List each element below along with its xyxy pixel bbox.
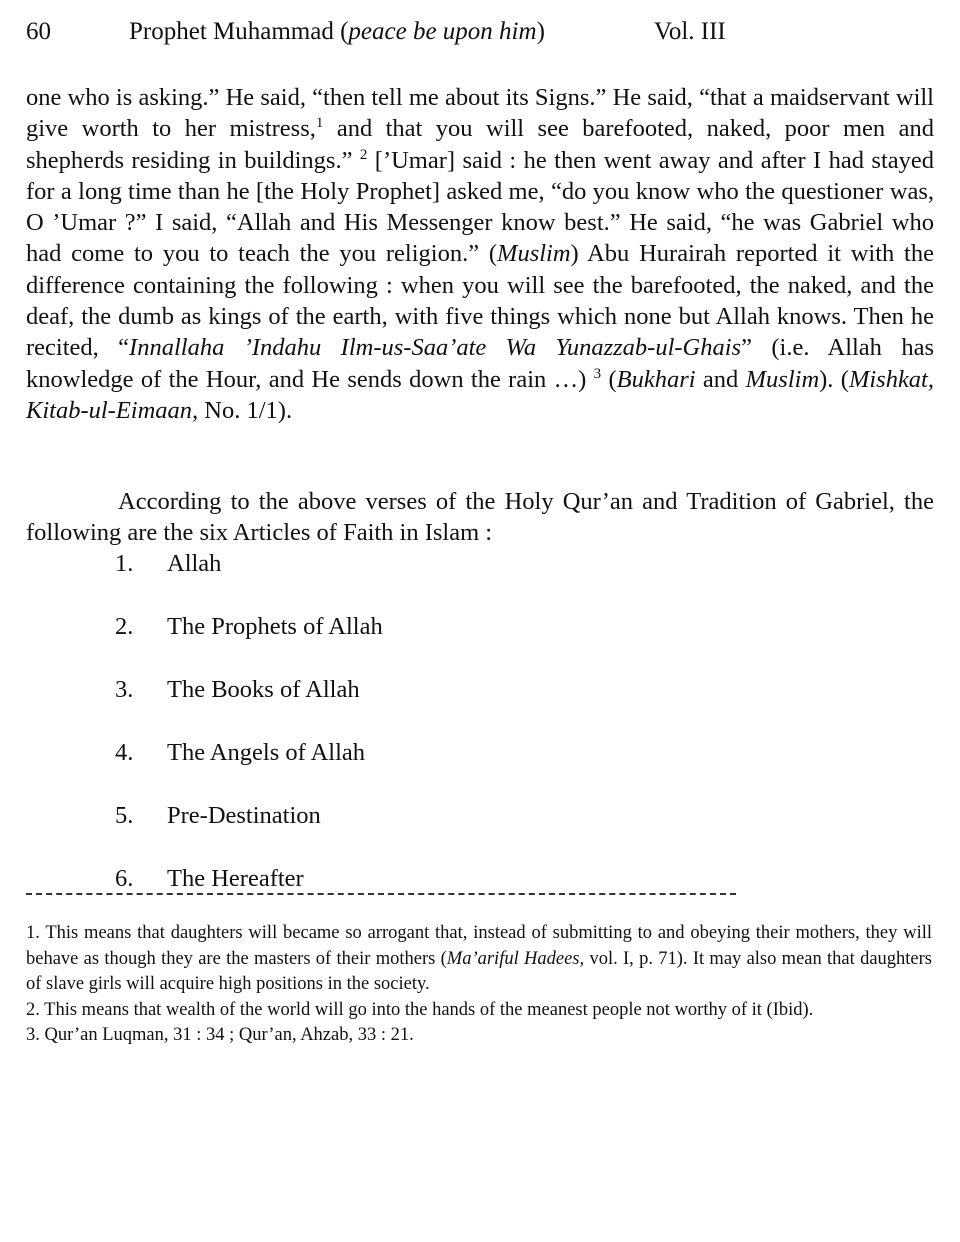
footnote-3: 3. Qur’an Luqman, 31 : 34 ; Qur’an, Ahzab, 33 : 21. <box>26 1025 414 1045</box>
articles-of-faith-list <box>115 548 383 926</box>
footnote-divider <box>26 893 736 895</box>
footnote-2: 2. This means that wealth of the world will go into the hands of the meanest people not worthy of it (Ibid). <box>26 999 814 1020</box>
footnotes <box>26 921 932 1049</box>
book-title-italic: peace be upon him <box>348 18 537 45</box>
citation-bukhari: Bukhari <box>616 365 696 393</box>
citation-mishkat: Mishkat, Kitab-ul-Eimaan, <box>26 365 934 424</box>
list-item: 4. The Angels of Allah <box>115 739 366 766</box>
footnote-1: 1. This means that daughters will became so arrogant that, instead of submitting to and obeying their mothers, they will behave as though they are the masters of their mothers (Ma’ariful Hadees, vol. I, p. 71). It may also mean that daughters of slave girls will acquire high positions in the society. <box>26 923 932 994</box>
footnote-ref-2[interactable]: 2 <box>359 146 368 163</box>
list-item: 6. The Hereafter <box>115 865 304 892</box>
footnote-ref-1[interactable]: 1 <box>315 115 324 132</box>
page-number: 60 <box>26 18 51 45</box>
list-item: 2. The Prophets of Allah <box>115 613 383 640</box>
list-item: 3. The Books of Allah <box>115 676 360 703</box>
citation-muslim-2: Muslim <box>745 365 820 393</box>
body-paragraph-hadith: one who is asking.” He said, “then tell me about its Signs.” He said, “that a maidservant will give worth to her mistress,$^1$ and that you will see barefooted, naked, poor men and shepherds residing in buildings.” $^2$ [’Umar] said : he then went away and after I had stayed for a long time than he [the Holy Prophet] asked me, “do you know who the questioner was, O ’Umar ?” I said, “Allah and His Messenger know best.” He said, “he was Gabriel who had come to you to teach the you religion.” (Muslim) Abu Hurairah reported it with the difference containing the following : when you will see the barefooted, the naked, and the deaf, the dumb as kings of the earth, with five things which none but Allah knows. Then he recited, “Innallaha ’Indahu Ilm-us-Saa’ate Wa Yunazzab-ul-Ghais” (i.e. Allah has knowledge of the Hour, and He sends down the rain …) $^3$ (Bukhari and Muslim). (Mishkat, Kitab-ul-Eimaan, No. 1/1). <box>26 84 934 424</box>
list-item: 5. Pre-Destination <box>115 802 321 829</box>
footnote-ref-3[interactable]: 3 <box>593 365 602 382</box>
page-header <box>26 18 934 54</box>
list-item: 1. Allah <box>115 550 222 577</box>
arabic-transliteration: Innallaha ’Indahu Ilm-us-Saa’ate Wa Yunazzab-ul-Ghais <box>129 334 742 362</box>
body-paragraph-articles-intro: According to the above verses of the Holy Qur’an and Tradition of Gabriel, the following are the six Articles of Faith in Islam : <box>26 488 934 547</box>
volume-label: Vol. III <box>654 18 726 45</box>
citation-muslim: Muslim <box>497 240 571 268</box>
book-title: Prophet Muhammad (peace be upon him) <box>129 18 545 45</box>
